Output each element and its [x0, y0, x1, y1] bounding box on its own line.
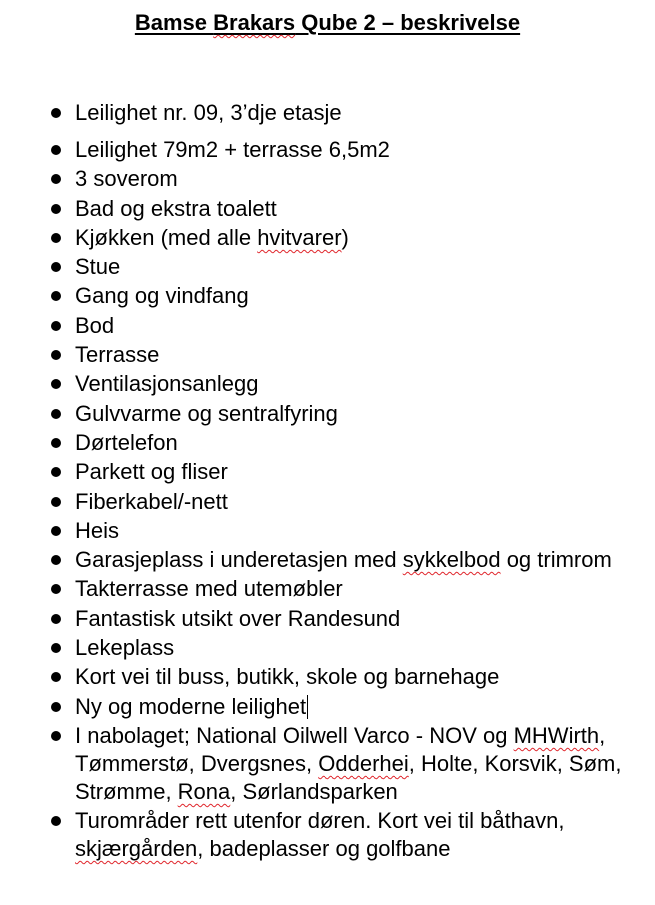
- list-item: [0, 341, 655, 369]
- item-text: I nabolaget; National Oilwell Varco - NOV og: [75, 722, 514, 748]
- list-item: [0, 488, 655, 516]
- bullet-icon: [51, 262, 61, 272]
- item-text: Stue: [75, 254, 121, 280]
- item-text: Gulvvarme og sentralfyring: [75, 400, 338, 426]
- title-text: Qube 2 – beskrivelse: [295, 10, 521, 35]
- list-item: [0, 224, 655, 252]
- bullet-icon: [51, 438, 61, 448]
- bullet-icon: [51, 108, 61, 118]
- item-text: Heis: [75, 517, 120, 543]
- list-item: [0, 370, 655, 398]
- item-text: Kjøkken (med alle: [75, 224, 258, 250]
- item-text: 3 soverom: [75, 166, 178, 192]
- bullet-icon: [51, 526, 61, 536]
- item-text: , Sørlandsparken: [230, 778, 398, 804]
- list-item: [0, 400, 655, 428]
- item-text: Dørtelefon: [75, 429, 178, 455]
- item-text: og trimrom: [500, 547, 612, 573]
- item-text: Fantastisk utsikt over Randesund: [75, 605, 401, 631]
- list-item: [0, 136, 655, 164]
- item-text: Ny og moderne leilighet: [75, 693, 307, 719]
- text-cursor: [307, 695, 308, 719]
- list-item: [0, 807, 655, 863]
- bullet-icon: [51, 145, 61, 155]
- bullet-icon: [51, 643, 61, 653]
- item-text: , Tømmerstø, Dvergsnes,: [75, 722, 606, 776]
- bullet-icon: [51, 409, 61, 419]
- item-text: Kort vei til buss, butikk, skole og barnehage: [75, 664, 500, 690]
- item-text: Gang og vindfang: [75, 283, 249, 309]
- item-text: Parkett og fliser: [75, 459, 228, 485]
- bullet-icon: [51, 350, 61, 360]
- list-item: [0, 517, 655, 545]
- bullet-icon: [51, 731, 61, 741]
- list-item: [0, 195, 655, 223]
- bullet-icon: [51, 614, 61, 624]
- item-text: , badeplasser og golfbane: [197, 836, 451, 862]
- list-item: [0, 99, 655, 127]
- list-item: [0, 282, 655, 310]
- list-item: [0, 312, 655, 340]
- bullet-icon: [51, 233, 61, 243]
- item-text: Ventilasjonsanlegg: [75, 371, 259, 397]
- item-text: Turområder rett utenfor døren. Kort vei til båthavn,: [75, 808, 565, 834]
- spellcheck-word[interactable]: hvitvarer: [257, 224, 342, 250]
- item-text: , Holte, Korsvik, Søm, Strømme,: [75, 750, 622, 804]
- list-item: [0, 693, 655, 721]
- item-text: Terrasse: [75, 342, 160, 368]
- item-text: ): [341, 224, 349, 250]
- title-text: Bamse: [134, 10, 214, 35]
- bullet-icon: [51, 672, 61, 682]
- list-item: [0, 634, 655, 662]
- spellcheck-word[interactable]: sykkelbod: [402, 547, 501, 573]
- list-item: [0, 722, 655, 806]
- spellcheck-word[interactable]: Rona: [177, 778, 231, 804]
- list-item: [0, 458, 655, 486]
- item-text: Fiberkabel/-nett: [75, 488, 228, 514]
- item-text: Garasjeplass i underetasjen med: [75, 547, 403, 573]
- list-item: [0, 253, 655, 281]
- bullet-icon: [51, 497, 61, 507]
- bullet-icon: [51, 174, 61, 184]
- bullet-icon: [51, 204, 61, 214]
- list-item: [0, 575, 655, 603]
- item-text: Bod: [75, 312, 115, 338]
- item-text: Leilighet nr. 09, 3’dje etasje: [75, 100, 342, 125]
- list-item: [0, 429, 655, 457]
- description-list: [0, 99, 655, 865]
- bullet-icon: [51, 321, 61, 331]
- item-text: Takterrasse med utemøbler: [75, 576, 343, 602]
- spellcheck-word[interactable]: skjærgården: [75, 836, 198, 862]
- bullet-icon: [51, 379, 61, 389]
- item-text: Leilighet 79m2 + terrasse 6,5m2: [75, 137, 390, 162]
- bullet-icon: [51, 555, 61, 565]
- title-spellcheck-word: Brakars: [213, 10, 296, 35]
- spellcheck-word[interactable]: Odderhei: [318, 750, 409, 776]
- bullet-icon: [51, 291, 61, 301]
- list-item: [0, 605, 655, 633]
- list-item: [0, 546, 655, 574]
- document-title: [0, 8, 655, 38]
- item-text: Bad og ekstra toalett: [75, 195, 277, 221]
- bullet-icon: [51, 467, 61, 477]
- bullet-icon: [51, 702, 61, 712]
- item-text: Lekeplass: [75, 635, 175, 661]
- list-item: [0, 165, 655, 193]
- bullet-icon: [51, 816, 61, 826]
- bullet-icon: [51, 584, 61, 594]
- spellcheck-word[interactable]: MHWirth: [513, 722, 600, 748]
- list-item: [0, 663, 655, 691]
